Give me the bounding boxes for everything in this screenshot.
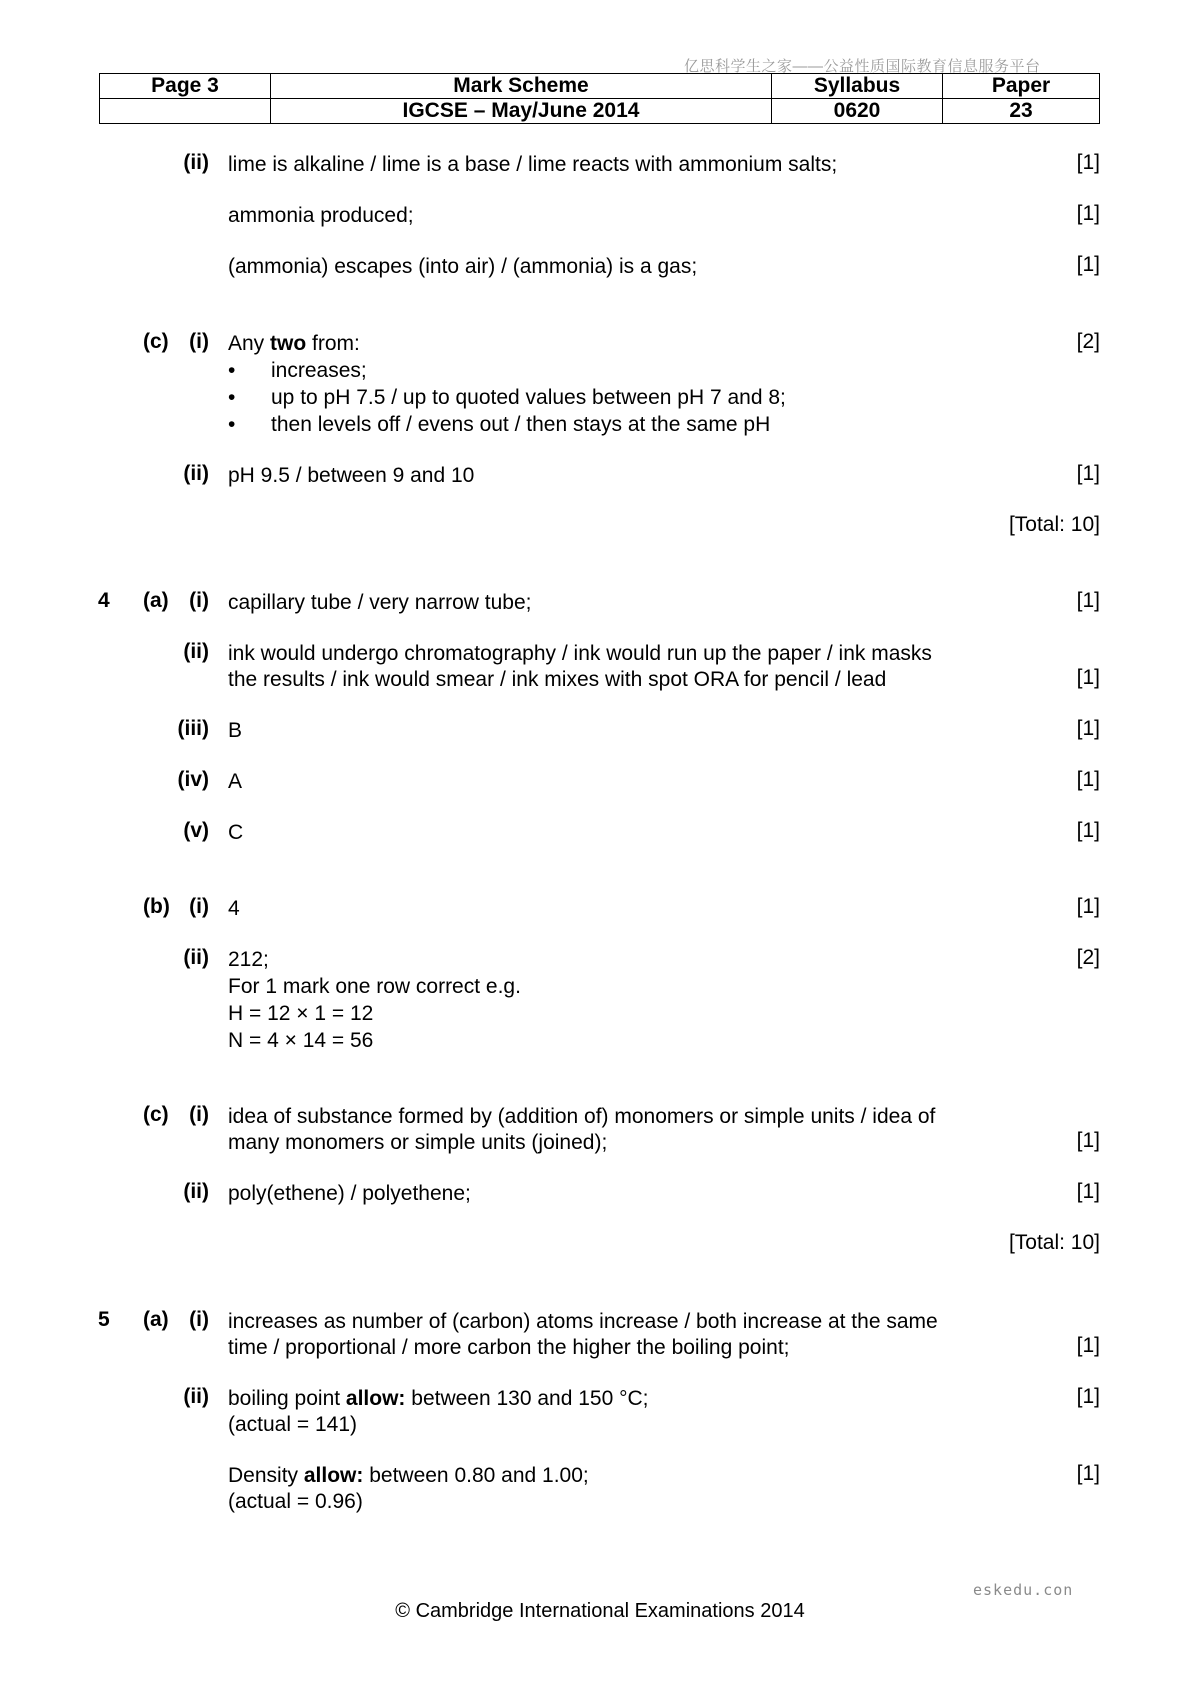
q5a-ii-bp: boiling point allow: between 130 and 150 °C; [228, 1387, 649, 1410]
q3b-ii-label: (ii) [183, 151, 209, 174]
q3c-i-mark: [2] [1076, 330, 1100, 353]
q3c-i-intro: Any two from: [228, 332, 360, 355]
q4a-i-text: capillary tube / very narrow tube; [228, 591, 532, 614]
q4a-v-mark: [1] [1076, 819, 1100, 842]
q3c-ii-mark: [1] [1076, 462, 1100, 485]
list-item: • up to pH 7.5 / up to quoted values between pH 7 and 8; [228, 384, 786, 411]
q4a-part-label: (a) [143, 589, 169, 612]
q4c-i-label: (i) [189, 1103, 209, 1126]
q3c-part-label: (c) [143, 330, 169, 353]
q4b-ii-line3: H = 12 × 1 = 12 [228, 1002, 374, 1025]
q5a-i-label: (i) [189, 1308, 209, 1331]
q5a-ii-label: (ii) [183, 1385, 209, 1408]
q4-number: 4 [98, 589, 110, 612]
header-exam: IGCSE – May/June 2014 [271, 99, 772, 124]
q4c-i-line1: idea of substance formed by (addition of) monomers or simple units / idea of [228, 1105, 936, 1128]
q4a-v-label: (v) [183, 819, 209, 842]
q4b-part-label: (b) [143, 895, 170, 918]
q4c-part-label: (c) [143, 1103, 169, 1126]
q4a-v-text: C [228, 821, 244, 844]
q4b-ii-line2: For 1 mark one row correct e.g. [228, 975, 521, 998]
q3b-ii-line2: ammonia produced; [228, 204, 414, 227]
q5-number: 5 [98, 1308, 110, 1331]
watermark-top: 亿思科学生之家——公益性质国际教育信息服务平台 [684, 58, 1041, 75]
q3b-ii-mark3: [1] [1076, 253, 1100, 276]
list-item: • then levels off / evens out / then stays at the same pH [228, 411, 786, 438]
q4b-ii-label: (ii) [183, 946, 209, 969]
q3c-i-bullets [228, 357, 786, 438]
q4a-i-label: (i) [189, 589, 209, 612]
header-syllabus-label: Syllabus [772, 74, 943, 99]
q4c-i-mark: [1] [1076, 1129, 1100, 1152]
footer-copyright: © Cambridge International Examinations 2014 [395, 1600, 805, 1622]
q4a-iv-mark: [1] [1076, 768, 1100, 791]
q5a-ii-bp-actual: (actual = 141) [228, 1413, 357, 1436]
q4a-i-mark: [1] [1076, 589, 1100, 612]
header-paper: 23 [943, 99, 1100, 124]
header-table [99, 73, 1100, 124]
q3b-ii-line3: (ammonia) escapes (into air) / (ammonia) is a gas; [228, 255, 698, 278]
q4a-iv-label: (iv) [177, 768, 209, 791]
q3b-ii-mark1: [1] [1076, 151, 1100, 174]
q4a-iii-mark: [1] [1076, 717, 1100, 740]
q3b-ii-mark2: [1] [1076, 202, 1100, 225]
q5a-i-mark: [1] [1076, 1334, 1100, 1357]
q4a-iii-label: (iii) [177, 717, 209, 740]
q5a-ii-density: Density allow: between 0.80 and 1.00; [228, 1464, 589, 1487]
header-title: Mark Scheme [271, 74, 772, 99]
header-page: Page 3 [100, 74, 271, 99]
header-syllabus: 0620 [772, 99, 943, 124]
q3c-i-label: (i) [189, 330, 209, 353]
watermark-bottom: eskedu.con [973, 1581, 1074, 1599]
total-q3: [Total: 10] [1008, 513, 1100, 536]
q5a-i-line1: increases as number of (carbon) atoms increase / both increase at the same [228, 1310, 938, 1333]
q4a-ii-label: (ii) [183, 640, 209, 663]
header-empty-cell [100, 99, 271, 124]
q5a-ii-density-mark: [1] [1076, 1462, 1100, 1485]
q4b-ii-mark: [2] [1076, 946, 1100, 969]
q4a-iii-text: B [228, 719, 243, 742]
q4c-ii-label: (ii) [183, 1180, 209, 1203]
q5a-part-label: (a) [143, 1308, 169, 1331]
q4b-i-text: 4 [228, 897, 240, 920]
q4b-ii-line4: N = 4 × 14 = 56 [228, 1029, 374, 1052]
q4a-ii-mark: [1] [1076, 666, 1100, 689]
q3c-ii-label: (ii) [183, 462, 209, 485]
q4a-iv-text: A [228, 770, 243, 793]
q4c-ii-text: poly(ethene) / polyethene; [228, 1182, 471, 1205]
q5a-ii-density-actual: (actual = 0.96) [228, 1490, 363, 1513]
q4c-i-line2: many monomers or simple units (joined); [228, 1131, 608, 1154]
q4a-ii-line2: the results / ink would smear / ink mixes with spot ORA for pencil / lead [228, 668, 887, 691]
list-item: • increases; [228, 357, 786, 384]
q4a-ii-line1: ink would undergo chromatography / ink would run up the paper / ink masks [228, 642, 932, 665]
q5a-i-line2: time / proportional / more carbon the higher the boiling point; [228, 1336, 790, 1359]
q5a-ii-bp-mark: [1] [1076, 1385, 1100, 1408]
q3c-ii-text: pH 9.5 / between 9 and 10 [228, 464, 475, 487]
q3b-ii-line1: lime is alkaline / lime is a base / lime reacts with ammonium salts; [228, 153, 838, 176]
q4b-ii-line1: 212; [228, 948, 269, 971]
q4b-i-label: (i) [189, 895, 209, 918]
q4c-ii-mark: [1] [1076, 1180, 1100, 1203]
q4b-i-mark: [1] [1076, 895, 1100, 918]
header-paper-label: Paper [943, 74, 1100, 99]
total-q4: [Total: 10] [1008, 1231, 1100, 1254]
